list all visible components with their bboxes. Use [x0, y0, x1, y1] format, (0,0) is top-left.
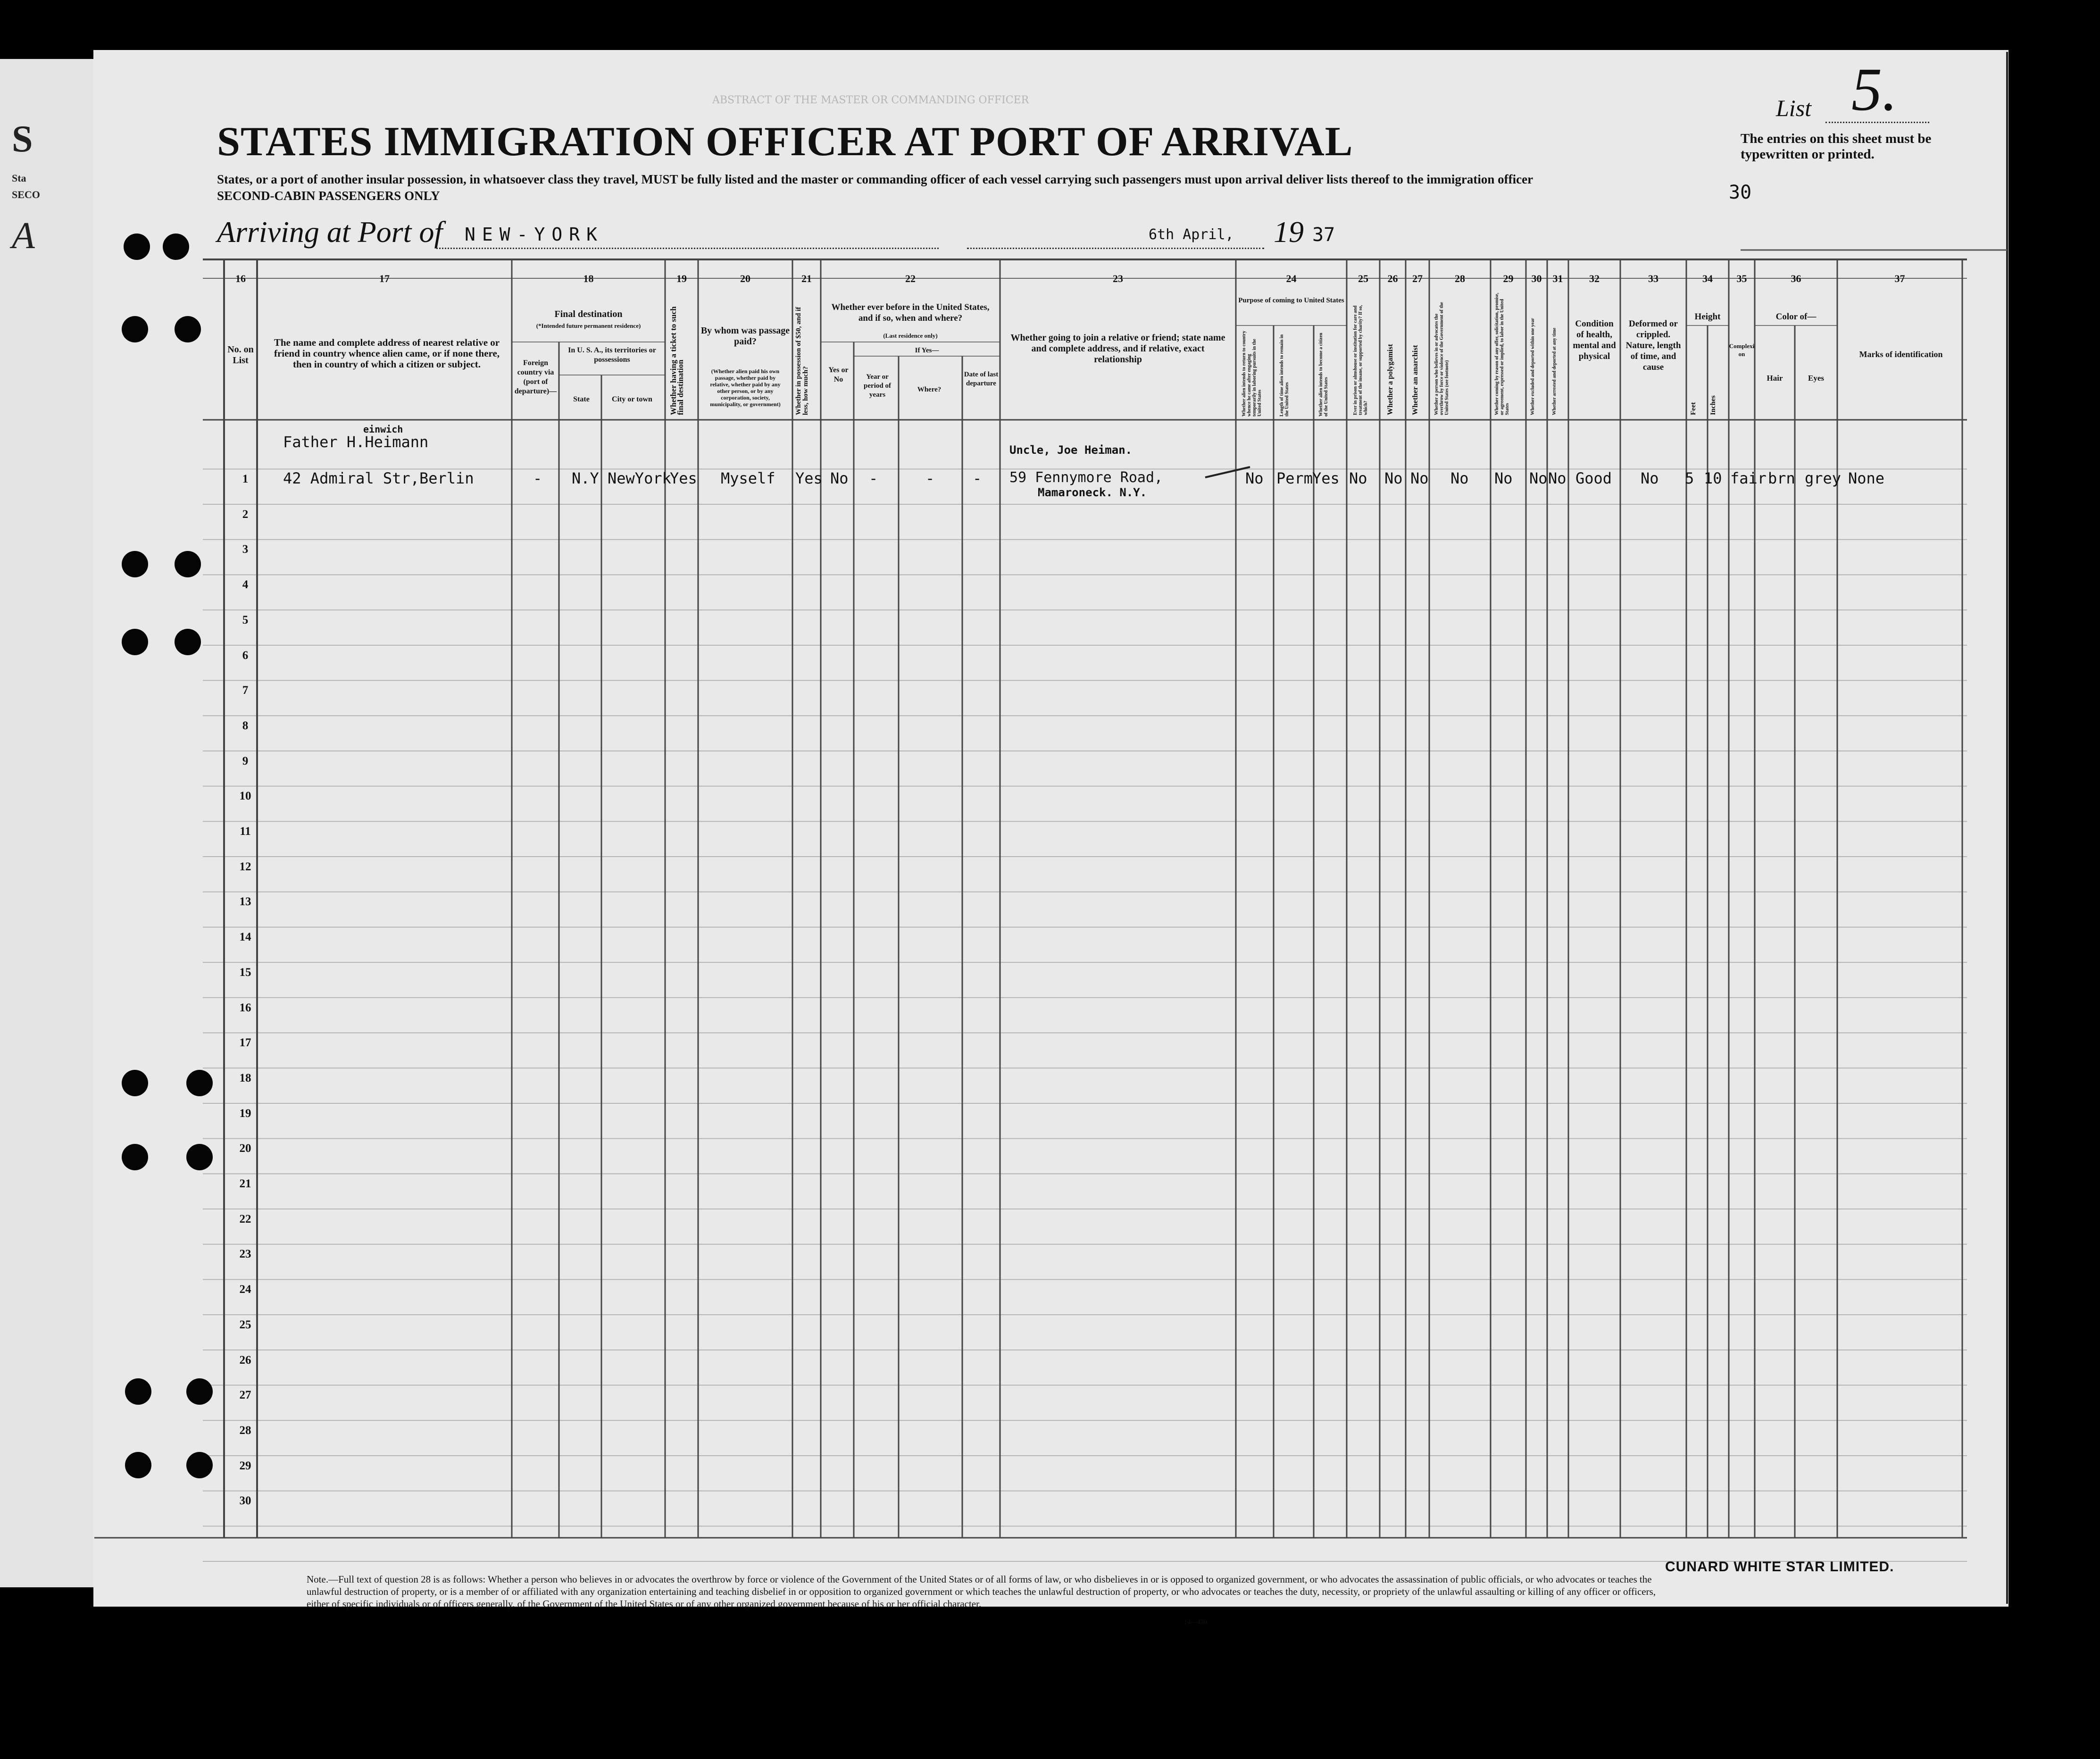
join-line2: 59 Fennymore Road,	[1009, 469, 1163, 486]
row-number: 21	[239, 1177, 251, 1190]
header-nearest-relative: The name and complete address of nearest relative or friend in country whence alien came, or if none there, then in country of which a citizen or subject.	[274, 337, 500, 370]
form-number: 14—430	[1184, 1619, 1207, 1626]
excluded-value: No	[1529, 469, 1548, 487]
return-country-value: No	[1245, 469, 1264, 487]
before-in-us-value: No	[830, 469, 849, 487]
header-fifty-dollars: Whether in possession of $50, and if less, how much?	[795, 307, 809, 415]
subtitle: States, or a port of another insular possession, in whatsoever class they travel, MUST be fully listed and the master or commanding officer of each vessel carrying such passengers must upon arrival deliver lists thereof to the immigration officer	[217, 172, 1533, 186]
punch-hole	[125, 1452, 151, 1478]
column-number: 33	[1648, 273, 1658, 284]
row-number: 7	[242, 684, 249, 697]
header-excluded: Whether excluded and deported within one year	[1530, 318, 1535, 415]
row-number: 27	[239, 1389, 251, 1402]
complexion-value: fair	[1730, 469, 1767, 487]
row-number: 16	[239, 1001, 251, 1014]
column-number: 16	[235, 273, 246, 284]
city-value: NewYork	[608, 469, 671, 487]
punch-hole	[186, 1144, 213, 1170]
anarchist-value: No	[1410, 469, 1429, 487]
column-number: 27	[1412, 273, 1423, 284]
row-number: 19	[239, 1107, 251, 1120]
row-number: 18	[239, 1071, 251, 1084]
left-page-letter: A	[12, 215, 35, 257]
deformed-value: No	[1641, 469, 1659, 487]
relative-line2: 42 Admiral Str,Berlin	[283, 469, 474, 487]
row-number: 5	[242, 613, 249, 626]
row-number: 15	[239, 966, 251, 979]
column-number: 21	[801, 273, 812, 284]
header-yes-no: Yes or No	[828, 366, 849, 383]
column-number: 31	[1552, 273, 1563, 284]
header-anarchist: Whether an anarchist	[1411, 345, 1419, 415]
header-deformed: Deformed or crippled. Nature, length of time, and cause	[1625, 319, 1681, 372]
inches-value: 10	[1704, 469, 1722, 487]
row-number: 26	[239, 1353, 251, 1367]
header-feet: Feet	[1690, 402, 1697, 415]
header-final-destination: Final destination	[554, 309, 623, 319]
join-line3: Mamaroneck. N.Y.	[1038, 486, 1147, 499]
column-number: 29	[1503, 273, 1514, 284]
list-label: List	[1776, 95, 1812, 121]
header-passage-paid-sub: (Whether alien paid his own passage, whether paid by relative, whether paid by any other person, or by any corporation, society, municipality, or government)	[710, 368, 781, 408]
punch-hole	[186, 1070, 213, 1096]
column-number: 30	[1531, 273, 1542, 284]
where-value: -	[925, 469, 935, 487]
header-before-in-us: Whether ever before in the United States, and if so, when and where?	[831, 302, 990, 323]
header-city: City or town	[612, 395, 652, 403]
year-prefix: 19	[1274, 215, 1304, 249]
sheet-count: 30	[1729, 182, 1752, 203]
header-deported: Whether arrested and deported at any time	[1552, 327, 1557, 415]
header-purpose-length: Length of time alien intends to remain in the United States	[1279, 334, 1290, 417]
column-number: 24	[1286, 273, 1297, 284]
row-number: 1	[242, 473, 249, 485]
eyes-value: grey	[1805, 469, 1842, 487]
column-number: 37	[1894, 273, 1905, 284]
row-number: 12	[239, 860, 251, 873]
relative-correction: einwich	[363, 424, 403, 435]
ticket-value: Yes	[670, 469, 697, 487]
header-eyes: Eyes	[1808, 374, 1824, 383]
row-number: 8	[242, 719, 249, 732]
row-number: 6	[242, 649, 249, 662]
row-number: 4	[242, 578, 249, 592]
punch-hole	[125, 1378, 151, 1405]
passage-paid-value: Myself	[721, 469, 775, 487]
header-state: State	[573, 395, 590, 403]
row-number: 20	[239, 1142, 251, 1155]
overthrow-value: No	[1450, 469, 1469, 487]
row-number: 13	[239, 895, 251, 909]
feet-value: 5	[1685, 469, 1694, 487]
row-number: 30	[239, 1494, 251, 1508]
row-number: 23	[239, 1248, 251, 1261]
page-title: STATES IMMIGRATION OFFICER AT PORT OF ARRIVAL	[217, 119, 1353, 165]
marks-value: None	[1848, 469, 1885, 487]
fifty-dollars-value: Yes	[795, 469, 823, 487]
column-number: 28	[1455, 273, 1465, 284]
column-number: 17	[379, 273, 390, 284]
passenger-class: SECOND-CABIN PASSENGERS ONLY	[217, 189, 440, 203]
header-if-yes: If Yes—	[915, 347, 939, 354]
row-number: 10	[239, 790, 251, 803]
punch-hole	[122, 316, 148, 342]
header-purpose: Purpose of coming to United States	[1238, 297, 1344, 304]
header-foreign-country: Foreign country via (port of departure)—	[514, 359, 557, 395]
row-number: 11	[240, 825, 251, 838]
left-page-letter: Sta	[12, 172, 26, 184]
header-final-destination-sub: (*Intended future permanent residence)	[536, 322, 641, 329]
header-purpose-return: Whether alien intends to return to country whence he came after engaging temporarily in laboring pursuits in the United States	[1242, 331, 1262, 417]
punch-hole	[122, 1070, 148, 1096]
header-date-departure: Date of last departure	[964, 371, 999, 387]
header-prison: Ever in prison or almshouse or institution for care and treatment of the insane, or supported by charity? If so, which?	[1353, 305, 1368, 415]
row-number: 29	[239, 1459, 251, 1472]
punch-hole	[175, 551, 201, 577]
column-number: 35	[1736, 273, 1747, 284]
row-number: 9	[242, 754, 249, 767]
header-passage-paid: By whom was passage paid?	[700, 325, 790, 347]
row-number: 2	[242, 508, 249, 521]
header-polygamist: Whether a polygamist	[1386, 344, 1394, 415]
port-dotted-line	[436, 248, 939, 249]
punch-hole	[186, 1378, 213, 1405]
date-departure-value: -	[973, 469, 982, 487]
row-number: 24	[239, 1283, 251, 1296]
list-number: 5.	[1851, 56, 1898, 124]
state-value: N.Y	[572, 469, 599, 487]
header-before-in-us-sub: (Last residence only)	[883, 332, 938, 339]
column-number: 25	[1358, 273, 1368, 284]
header-complexion: Complexion	[1729, 342, 1755, 358]
column-number: 26	[1387, 273, 1398, 284]
punch-hole	[122, 551, 148, 577]
health-value: Good	[1575, 469, 1612, 487]
company-name: CUNARD WHITE STAR LIMITED.	[1665, 1559, 1894, 1575]
punch-hole	[124, 233, 150, 260]
prison-value: No	[1349, 469, 1367, 487]
header-no-on-list: No. on List	[227, 344, 254, 366]
row-number: 3	[242, 543, 249, 556]
header-height: Height	[1694, 312, 1721, 322]
punch-hole	[163, 233, 189, 260]
year-suffix: 37	[1312, 224, 1335, 246]
header-going-to-join: Whether going to join a relative or friend; state name and complete address, and if relative, exact relationship	[1010, 333, 1225, 365]
header-inches: Inches	[1709, 395, 1717, 415]
port-value: NEW-YORK	[465, 224, 604, 245]
punch-hole	[122, 629, 148, 655]
row-number: 17	[239, 1036, 251, 1050]
header-ticket: Whether having a ticket to such final destination	[669, 306, 685, 415]
header-overthrow: Whether a person who believes in or advocates the overthrow by force or violence of the Government of the United States (see footnote)	[1434, 302, 1450, 415]
column-number: 32	[1589, 273, 1600, 284]
header-where: Where?	[917, 386, 942, 393]
deported-value: No	[1548, 469, 1567, 487]
row-number: 22	[239, 1212, 251, 1225]
footnote: Note.—Full text of question 28 is as follows: Whether a person who believes in or advocates the overthrow by force or violence of the Government of the United States or of all forms of law, or who disbelieves in or is opposed to organized government, or who advocates the assassination of public officials, or who advocates or teaches the unlawful destruction of property, or is a member of or affiliated with any organization entertaining and teaching disbelief in or opposition to organized government or which teaches the unlawful destruction of property, or who advocates or teaches the duty, necessity, or propriety of the unlawful assaulting or killing of any officer or officers, either of specific individuals or of officers generally, of the Government of the United States or of any other organized government because of his or her official character.	[307, 1574, 1656, 1609]
column-number: 19	[676, 273, 687, 284]
polygamist-value: No	[1384, 469, 1403, 487]
header-year-period: Year or period of years	[864, 373, 891, 399]
header-purpose-citizen: Whether alien intends to become a citizen of the United States	[1318, 333, 1329, 417]
column-number: 34	[1702, 273, 1713, 284]
left-page-letter: S	[12, 118, 33, 160]
labor-offer-value: No	[1494, 469, 1513, 487]
header-color-of: Color of—	[1775, 312, 1817, 322]
header-labor-offer: Whether coming by reason of any offer, solicitation, promise, or agreement, expressed or implied, to labor in the United States	[1494, 292, 1510, 415]
row-number: 25	[239, 1318, 251, 1331]
length-stay-value: Perm	[1276, 469, 1313, 487]
year-period-value: -	[869, 469, 878, 487]
header-health: Condition of health, mental and physical	[1573, 319, 1616, 361]
column-number: 20	[740, 273, 750, 284]
punch-hole	[175, 629, 201, 655]
faint-stamp: ABSTRACT OF THE MASTER OR COMMANDING OFFICER	[712, 94, 1029, 106]
arriving-label: Arriving at Port of	[217, 215, 443, 249]
join-line1: Uncle, Joe Heiman.	[1009, 443, 1133, 457]
foreign-country-value: -	[533, 469, 542, 487]
pen-stroke	[1205, 467, 1250, 477]
column-number: 22	[905, 273, 916, 284]
typewritten-note: The entries on this sheet must be typewritten or printed.	[1741, 131, 1932, 162]
punch-hole	[186, 1452, 213, 1478]
date-dotted-line	[967, 248, 1264, 249]
date-value: 6th April,	[1149, 226, 1234, 243]
column-number: 18	[583, 273, 594, 284]
header-hair: Hair	[1767, 374, 1783, 383]
header-in-usa: In U. S. A., its territories or possessions	[568, 346, 656, 364]
column-number: 36	[1791, 273, 1801, 284]
become-citizen-value: Yes	[1312, 469, 1340, 487]
punch-hole	[122, 1144, 148, 1170]
header-marks: Marks of identification	[1859, 350, 1943, 359]
relative-line1: Father H.Heimann	[283, 433, 429, 451]
column-number: 23	[1113, 273, 1123, 284]
hair-value: brn	[1768, 469, 1795, 487]
row-number: 28	[239, 1424, 251, 1437]
left-page-letter: SECO	[12, 189, 40, 200]
punch-hole	[175, 316, 201, 342]
row-number: 14	[239, 931, 251, 944]
